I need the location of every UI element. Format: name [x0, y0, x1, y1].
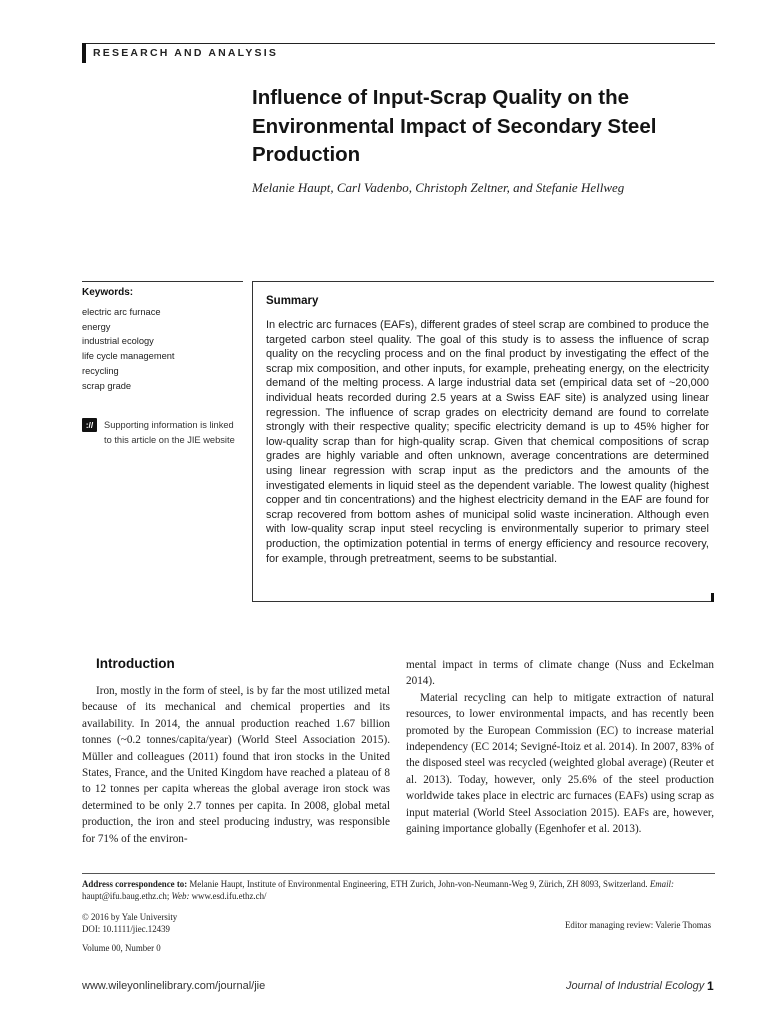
summary-top-rule — [252, 281, 714, 282]
paragraph: Iron, mostly in the form of steel, is by far the most utilized metal because of its mechanical and chemical properties and its availability. In 2014, the annual production reached 1.67 billion tonnes (~0.2 tonnes/capita/year) (World Steel Association 2015). Müller and colleagues (2011) found that iron stocks in the United States, France, and the United Kingdom have reached a plateau of 8 to 12 tonnes per capita whereas the global average iron stock was determined to be only 2.7 tonnes per capita. In 2008, global metal production, the iron and steel producing industry, was responsible for 71% of the environ- — [82, 685, 390, 845]
supporting-info-note: Supporting information is linked to this article on the JIE website — [104, 420, 235, 445]
copyright-text: © 2016 by Yale University — [82, 912, 178, 922]
web-link[interactable]: www.esd.ifu.ethz.ch/ — [191, 891, 267, 902]
footnote-rule — [82, 873, 715, 874]
header-rule — [82, 43, 715, 44]
editor-note: Editor managing review: Valerie Thomas — [565, 920, 712, 930]
keyword-item: electric arc furnace — [82, 307, 161, 317]
article-title: Influence of Input-Scrap Quality on the Environmental Impact of Secondary Steel Production — [252, 86, 657, 166]
summary-text: In electric arc furnaces (EAFs), different grades of steel scrap are combined to produce the targeted carbon steel quality. The goal of this study is to assess the influence of scrap quality on the recycling process and on the final product by investigating the effect of the scrap mix composition, and other inputs, for example, preheating energy, on the electricity demand of the melting process. A large industrial data set (empirical data set of ~20,000 individual heats recorded during 2.5 years at a Swiss EAF site) is analyzed using linear regression. The influence of scrap grades on electricity demand are found to correlate strongly with their respective quality; specific electricity demand is up to 45% higher for low-quality scrap than for high-quality scrap. Given that chemical compositions of scrap grades are highly variable and often unknown, average concentrations are determined using linear regression with scrap input as the predictors and the amounts of the investigated elements in liquid steel as the dependent variable. The lowest quality (highest copper and tin concentrations) and the highest electricity demand in the EAF are found for scrap recovered from bottom ashes of municipal solid waste incineration. Although even with low-quality scrap input steel recycling is environmentally superior to primary steel production, the optimization potential in terms of energy efficiency and resource recovery, for example, through pretreatment, seems to be substantial. — [266, 319, 709, 565]
correspondence-address — [82, 878, 715, 903]
address-label: Address correspondence to: — [82, 879, 188, 889]
summary-bottom-rule — [252, 601, 714, 602]
author-list: Melanie Haupt, Carl Vadenbo, Christoph Zeltner, and Stefanie Hellweg — [252, 180, 625, 195]
keyword-item: industrial ecology — [82, 336, 154, 347]
copyright-block — [82, 911, 177, 936]
supporting-info-icon[interactable]: :// — [82, 418, 97, 432]
summary-end-marker — [711, 593, 714, 602]
volume-info: Volume 00, Number 0 — [82, 943, 161, 953]
keyword-item: scrap grade — [82, 380, 132, 391]
header-marker — [82, 43, 86, 63]
paragraph: Material recycling can help to mitigate extraction of natural resources, to lower environmental impacts, and has recently been promoted by the European Commission (EC) to increase material independency (EC 2014; Sevigné-Itoiz et al. 2014). In 2007, 83% of the disposed steel was recycled (weighted global average) (Reuter et al. 2013). Today, however, only 25.6% of the steel production worldwide takes place in electric arc furnaces (EAFs) using scrap as input material (World Steel Association 2015). EAFs are, however, gaining importance globally (Egenhofer et al. 2013). — [406, 691, 714, 836]
keyword-item: recycling — [82, 365, 119, 376]
address-text: Melanie Haupt, Institute of Environmental Engineering, ETH Zurich, John-von-Neumann-Weg 9, Zürich, ZH 8093, Switzerland. — [189, 879, 648, 889]
email-label: Email: — [649, 879, 674, 889]
keywords-rule — [82, 281, 243, 282]
page-number: 1 — [707, 979, 714, 993]
keywords-list — [82, 305, 175, 393]
body-column-right — [406, 657, 714, 837]
journal-name: Journal of Industrial Ecology — [566, 980, 705, 992]
keyword-item: life cycle management — [82, 351, 175, 362]
paragraph: mental impact in terms of climate change (Nuss and Eckelman 2014). — [406, 659, 714, 688]
body-column-left — [82, 683, 390, 847]
summary-left-rule — [252, 281, 253, 601]
section-label: RESEARCH AND ANALYSIS — [93, 47, 279, 59]
email-link[interactable]: haupt@ifu.baug.ethz.ch; — [82, 891, 170, 902]
web-label: Web: — [171, 891, 190, 902]
summary-heading: Summary — [266, 295, 319, 307]
doi-text[interactable]: DOI: 10.1111/jiec.12439 — [82, 924, 170, 935]
journal-url-link[interactable]: www.wileyonlinelibrary.com/journal/jie — [82, 980, 266, 992]
introduction-heading: Introduction — [96, 656, 175, 671]
keyword-item: energy — [82, 321, 111, 332]
keywords-title: Keywords: — [82, 287, 134, 298]
